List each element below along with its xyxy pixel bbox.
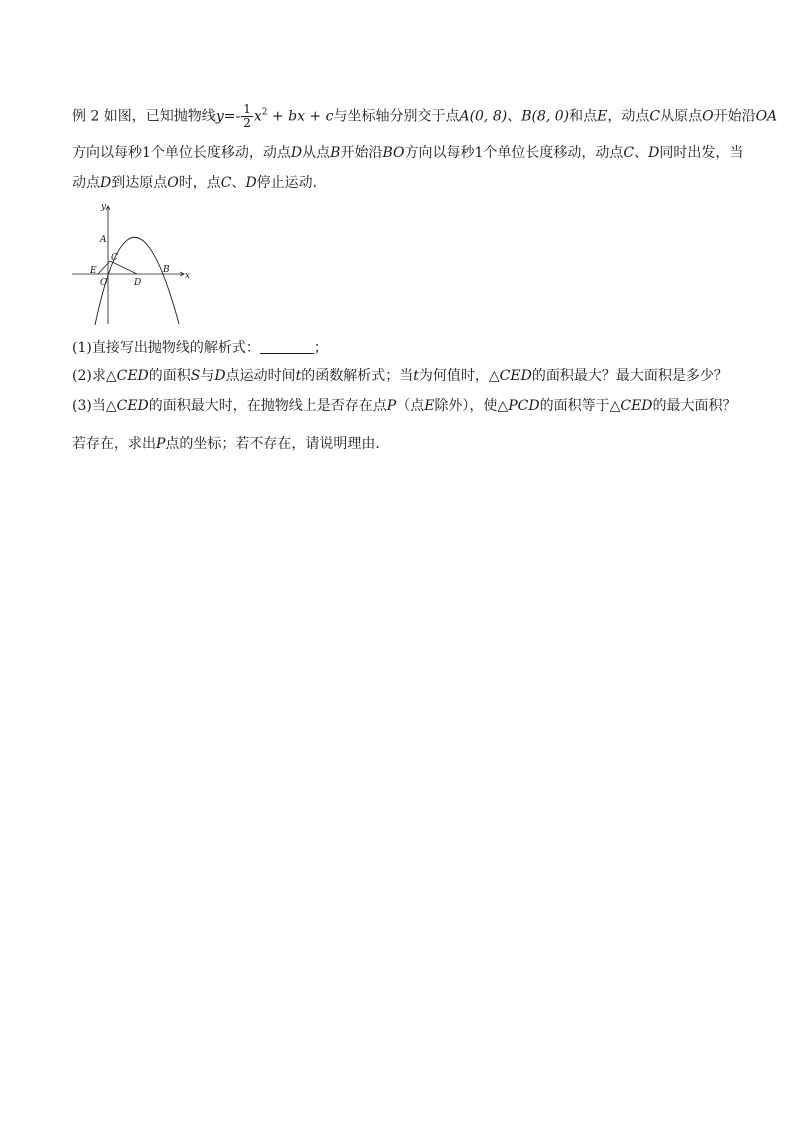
math-t: t xyxy=(413,368,419,384)
text: 时，点 xyxy=(178,175,221,191)
text: 的最大面积？ xyxy=(652,398,737,414)
point-C: C xyxy=(649,108,661,125)
label-B: B xyxy=(163,265,170,275)
question-3-line-2 xyxy=(72,434,389,454)
text: 例 2 如图，已知抛物线 xyxy=(72,108,216,125)
label-y: y xyxy=(101,202,107,212)
point-B: B xyxy=(330,145,341,161)
text: 为何值时， xyxy=(418,368,489,384)
text: 、 xyxy=(507,108,522,125)
label-D: D xyxy=(134,278,142,288)
question-2 xyxy=(72,366,728,386)
point-D: D xyxy=(648,145,660,161)
point-D: D xyxy=(245,175,257,191)
math-eq: =- xyxy=(223,108,241,125)
text: 的面积最大时，在抛物线上是否存在点 xyxy=(148,398,387,414)
label-C: C xyxy=(111,253,118,263)
text: 方向以每秒1个单位长度移动，动点 xyxy=(72,145,291,161)
math-S: S xyxy=(190,368,201,384)
segment-BO: BO xyxy=(382,145,405,161)
text: ，动点 xyxy=(607,108,650,125)
text: 从点 xyxy=(302,145,331,161)
triangle-symbol: △ xyxy=(105,398,117,414)
text: 停止运动． xyxy=(256,175,327,191)
point-C: C xyxy=(220,175,232,191)
text: 开始沿 xyxy=(713,108,756,125)
triangle-symbol: △ xyxy=(497,398,509,414)
label-A: A xyxy=(100,235,107,245)
text: 从原点 xyxy=(660,108,703,125)
text: 和点 xyxy=(569,108,598,125)
point-P: P xyxy=(386,398,397,414)
text: （点 xyxy=(396,398,425,414)
triangle-symbol: △ xyxy=(609,398,621,414)
label-O: O xyxy=(100,278,108,288)
point-O: O xyxy=(167,175,179,191)
fraction-numerator: 1 xyxy=(243,102,251,116)
text: ； xyxy=(313,340,328,356)
problem-line-1 xyxy=(72,103,777,130)
problem-line-3 xyxy=(72,173,327,193)
text: 动点 xyxy=(72,175,100,191)
text: 、 xyxy=(634,145,649,161)
fraction-denominator: 2 xyxy=(243,116,251,130)
text: 的面积 xyxy=(148,368,191,384)
point-E: E xyxy=(424,398,435,414)
point-C: C xyxy=(623,145,635,161)
math-t: t xyxy=(295,368,302,384)
point-E: E xyxy=(597,108,608,125)
text: 除外），使 xyxy=(434,398,498,414)
question-3-line-1 xyxy=(72,396,737,416)
point-D: D xyxy=(290,145,303,161)
fraction-half xyxy=(241,103,253,130)
point-D: D xyxy=(214,368,226,384)
text: (3)当 xyxy=(72,398,106,414)
text: 的面积等于 xyxy=(539,398,610,414)
label-x: x xyxy=(185,271,191,281)
point-P: P xyxy=(156,436,166,452)
text: 点的坐标；若不存在，请说明理由． xyxy=(165,436,390,452)
text: 若存在，求出 xyxy=(72,436,156,452)
math-y: y xyxy=(215,108,224,125)
text: 与坐标轴分别交于点 xyxy=(333,108,460,125)
text: 点运动时间 xyxy=(225,368,296,384)
triangle-CED: CED xyxy=(116,398,149,414)
answer-blank[interactable] xyxy=(260,339,314,354)
point-B: B(8, 0) xyxy=(521,108,570,125)
text: 到达原点 xyxy=(111,175,168,191)
label-E: E xyxy=(90,266,97,276)
point-A: A(0, 8) xyxy=(459,108,508,125)
text: 与 xyxy=(200,368,215,384)
problem-line-2 xyxy=(72,143,743,163)
point-D: D xyxy=(100,175,112,191)
triangle-PCD: PCD xyxy=(508,398,540,414)
point-O: O xyxy=(702,108,714,125)
text: 同时出发，当 xyxy=(659,145,744,161)
text: 开始沿 xyxy=(340,145,383,161)
math-x: x xyxy=(253,108,262,125)
text: 的面积最大？最大面积是多少？ xyxy=(531,368,728,384)
segment-OA: OA xyxy=(755,108,778,125)
triangle-symbol: △ xyxy=(105,368,117,384)
text: 的函数解析式；当 xyxy=(301,368,414,384)
text: (2)求 xyxy=(72,368,106,384)
question-1 xyxy=(72,338,328,358)
triangle-CED: CED xyxy=(116,368,149,384)
parabola-figure xyxy=(66,200,196,330)
math-rest: + bx + c xyxy=(267,108,334,125)
math-exponent: 2 xyxy=(261,107,268,118)
text: (1)直接写出抛物线的解析式： xyxy=(72,340,260,356)
triangle-CED: CED xyxy=(499,368,532,384)
text: 、 xyxy=(231,175,246,191)
triangle-CED: CED xyxy=(620,398,653,414)
triangle-symbol: △ xyxy=(488,368,500,384)
text: 方向以每秒1个单位长度移动，动点 xyxy=(404,145,624,161)
